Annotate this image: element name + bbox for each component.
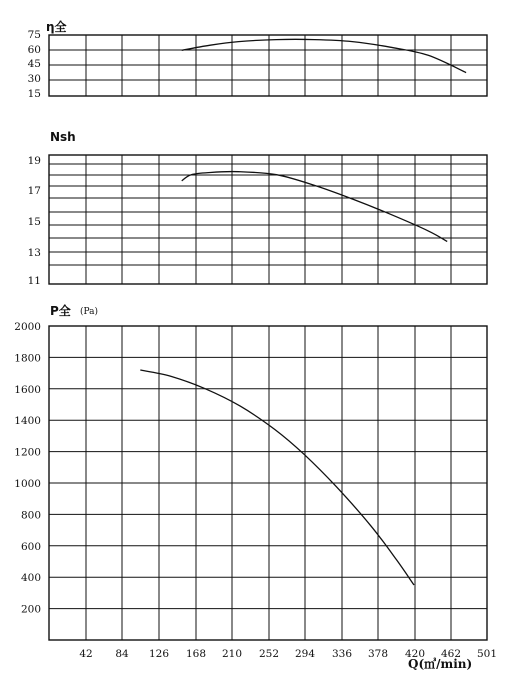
x-tick-label: 252	[258, 648, 280, 660]
nsh-y-tick-label: 13	[27, 247, 41, 259]
x-tick-label: 420	[404, 648, 426, 660]
nsh-y-tick-label: 11	[27, 275, 41, 287]
pressure-unit-label: (Pa)	[80, 307, 99, 317]
p-y-tick-label: 600	[20, 540, 41, 553]
x-tick-label: 126	[148, 648, 170, 660]
nsh-curve	[182, 172, 448, 242]
shaft-power-axis-label: Nsh	[50, 130, 76, 144]
p-y-tick-label: 1800	[14, 352, 41, 365]
p-curve	[140, 370, 414, 585]
eff-y-tick-label: 30	[27, 73, 41, 85]
x-tick-label: 294	[294, 648, 316, 660]
pressure-axis-label: P全	[50, 304, 71, 318]
x-tick-label: 462	[440, 648, 462, 660]
eff-y-tick-label: 60	[27, 44, 41, 56]
nsh-y-tick-label: 19	[27, 155, 41, 167]
p-y-tick-label: 200	[20, 603, 41, 616]
nsh-y-tick-label: 15	[27, 216, 41, 228]
shaft-power-chart	[28, 155, 487, 287]
eff-y-tick-label: 45	[27, 58, 41, 70]
p-y-tick-label: 1600	[14, 383, 41, 396]
eff-curve	[182, 39, 466, 72]
p-y-tick-label: 800	[20, 509, 41, 522]
p-y-tick-label: 1400	[14, 415, 41, 428]
pressure-chart	[14, 321, 497, 660]
x-tick-label: 84	[115, 648, 129, 660]
x-tick-label: 336	[331, 648, 353, 660]
eff-y-tick-label: 75	[27, 29, 41, 41]
p-y-tick-label: 1200	[14, 446, 41, 459]
nsh-y-tick-label: 17	[27, 185, 41, 197]
x-tick-label: 168	[185, 648, 207, 660]
x-tick-label: 210	[221, 648, 243, 660]
efficiency-axis-label: η全	[46, 20, 67, 34]
x-axis-label: Q(㎥/min)	[408, 657, 473, 671]
p-y-tick-label: 2000	[14, 321, 41, 333]
x-tick-label: 42	[79, 648, 93, 660]
x-tick-label: 501	[476, 648, 498, 660]
x-tick-label: 378	[367, 648, 389, 660]
p-y-tick-label: 400	[20, 572, 41, 585]
efficiency-chart	[28, 29, 487, 100]
p-y-tick-label: 1000	[14, 478, 41, 490]
eff-y-tick-label: 15	[27, 88, 41, 100]
